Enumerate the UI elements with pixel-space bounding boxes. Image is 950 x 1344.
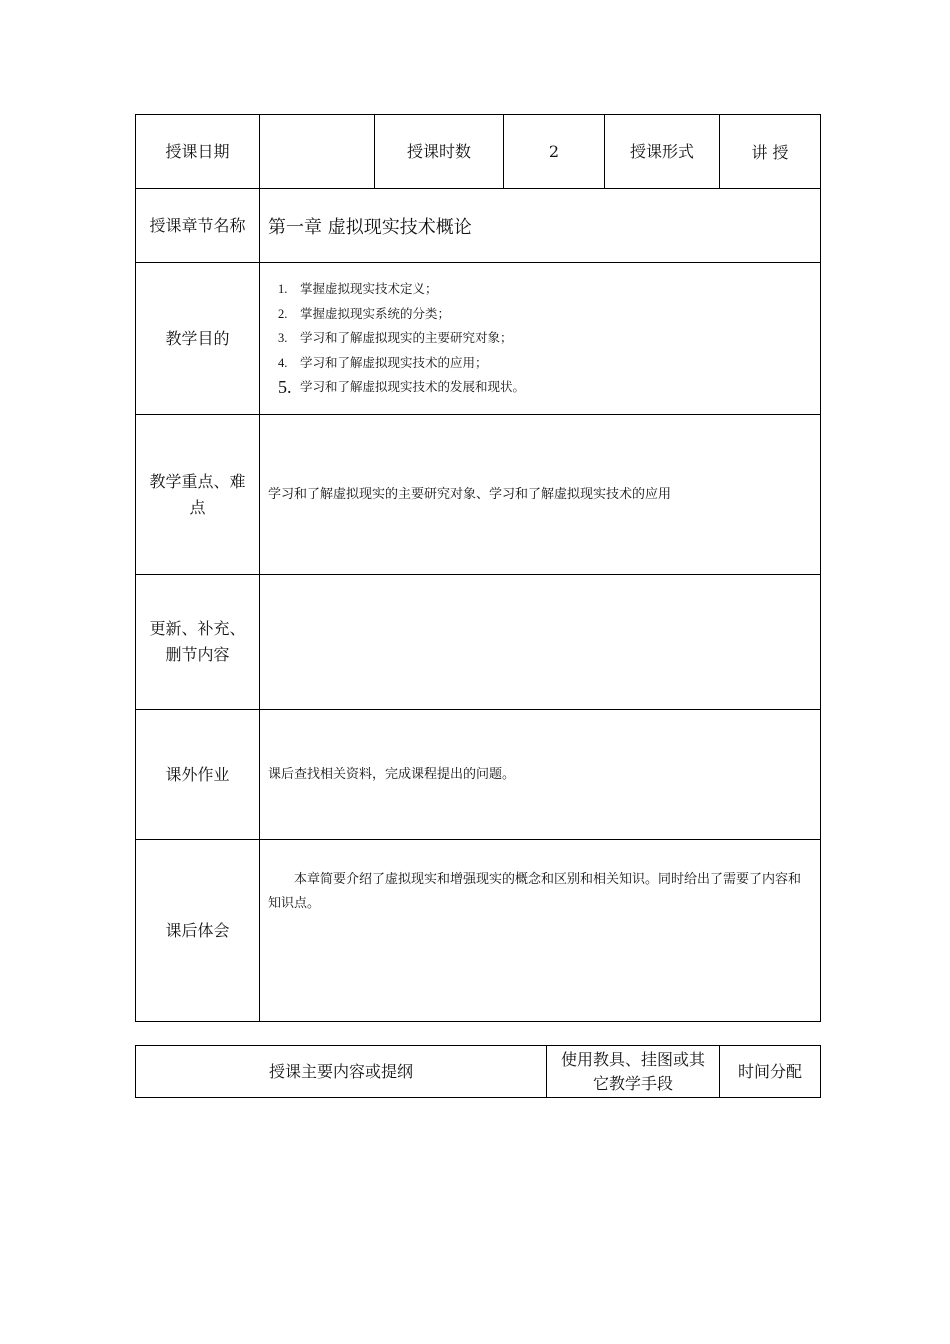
outline-header-table — [135, 1045, 821, 1098]
updates-value — [260, 575, 821, 710]
objective-item: 4. 学习和了解虚拟现实技术的应用； — [278, 354, 488, 370]
keypoints-row — [136, 415, 821, 575]
chapter-value: 第一章 虚拟现实技术概论 — [260, 189, 821, 263]
form-value: 讲 授 — [720, 115, 821, 189]
keypoints-label: 教学重点、难 点 — [136, 415, 260, 575]
outline-header-row — [136, 1046, 821, 1098]
info-row — [136, 115, 821, 189]
keypoints-value: 学习和了解虚拟现实的主要研究对象、学习和了解虚拟现实技术的应用 — [260, 415, 821, 575]
homework-label: 课外作业 — [136, 710, 260, 840]
objectives-row — [136, 263, 821, 415]
objective-item: 2. 掌握虚拟现实系统的分类； — [278, 305, 451, 321]
date-value — [260, 115, 375, 189]
objectives-cell — [260, 263, 821, 415]
objective-item: 1. 掌握虚拟现实技术定义； — [278, 281, 438, 297]
reflection-row — [136, 840, 821, 1022]
time-allocation-label: 时间分配 — [720, 1046, 821, 1098]
reflection-label: 课后体会 — [136, 840, 260, 1022]
objective-item: 3. 学习和了解虚拟现实的主要研究对象； — [278, 330, 513, 346]
objectives-list — [260, 277, 820, 400]
teaching-tools-label: 使用教具、挂图或其 它教学手段 — [547, 1046, 720, 1098]
form-label: 授课形式 — [605, 115, 720, 189]
reflection-value: 本章简要介绍了虚拟现实和增强现实的概念和区别和相关知识。同时给出了需要了内容和知识点。 — [260, 840, 821, 1022]
content-outline-label: 授课主要内容或提纲 — [136, 1046, 547, 1098]
updates-row — [136, 575, 821, 710]
hours-label: 授课时数 — [375, 115, 504, 189]
homework-row — [136, 710, 821, 840]
lesson-plan-table — [135, 114, 821, 1022]
chapter-row — [136, 189, 821, 263]
homework-value: 课后查找相关资料，完成课程提出的问题。 — [260, 710, 821, 840]
date-label: 授课日期 — [136, 115, 260, 189]
objective-item: 5. 学习和了解虚拟现实技术的发展和现状。 — [278, 377, 526, 398]
objectives-label: 教学目的 — [136, 263, 260, 415]
chapter-label: 授课章节名称 — [136, 189, 260, 263]
updates-label: 更新、补充、 删节内容 — [136, 575, 260, 710]
hours-value: 2 — [504, 115, 605, 189]
